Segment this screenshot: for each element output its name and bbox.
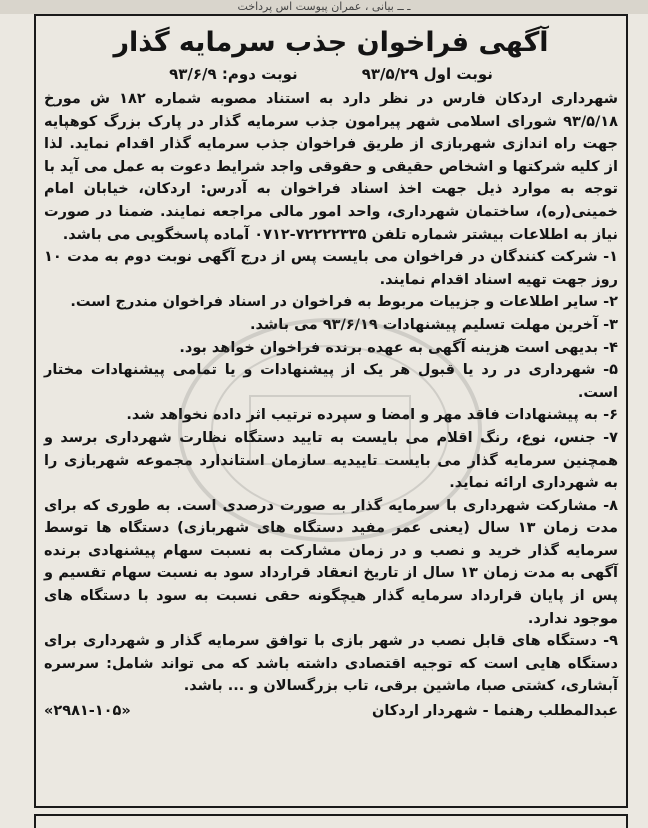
signatory: عبدالمطلب رهنما - شهردار اردکان — [371, 703, 618, 720]
publication-rounds — [44, 64, 618, 84]
list-item: ۱- شرکت کنندگان در فراخوان می بایست پس از درج آگهی نوبت دوم به مدت ۱۰ روز جهت تهیه اسناد اقدام نمایند. — [44, 249, 618, 288]
intro-paragraph: شهرداری اردکان فارس در نظر دارد به استناد مصوبه شماره ۱۸۲ ش مورخ ۹۳/۵/۱۸ شورای اسلامی شهر پیرامون جذب سرمایه گذار در پارک بزرگ کوهپایه جهت راه اندازی شهربازی از طریق فراخوان جذب سرمایه گذار اقدام نماید. لذا از کلیه شرکتها و اشخاص حقیقی و حقوقی واجد شرایط دعوت به عمل می آید با توجه به موارد ذیل جهت اخذ اسناد فراخوان به آدرس: اردکان، خیابان امام خمینی(ره)، ساختمان شهرداری، واحد امور مالی مراجعه نمایند. ضمنا در صورت نیاز به اطلاعات بیشتر شماره تلفن ۷۲۲۲۲۳۳۵-۰۷۱۲ آماده پاسخگویی می باشد. — [44, 91, 618, 243]
next-ad-border — [34, 814, 628, 828]
ad-frame — [34, 14, 628, 808]
list-item: ۸- مشارکت شهرداری با سرمایه گذار به صورت درصدی است. به طوری که برای مدت زمان ۱۳ سال (یعنی عمر مفید دستگاه های شهربازی) دستگاه ها توسط سرمایه گذار خرید و نصب و در زمان مشارکت به نسبت سهام پیشنهادی برنده آگهی به مدت زمان ۱۳ سال از تاریخ انعقاد قرارداد سود به نسبت سهام تقسیم و پس از پایان قرارداد سرمایه گذار هیچگونه حقی نسبت به سود با دستگاه های موجود ندارد. — [44, 497, 618, 627]
ad-body — [44, 88, 618, 698]
list-item: ۳- آخرین مهلت تسلیم پیشنهادات ۹۳/۶/۱۹ می باشد. — [250, 316, 618, 333]
list-item: ۲- سایر اطلاعات و جزییات مربوط به فراخوان در اسناد فراخوان مندرج است. — [70, 294, 618, 311]
ad-title: آگهی فراخوان جذب سرمایه گذار — [113, 27, 549, 58]
list-item: ۴- بدیهی است هزینه آگهی به عهده برنده فراخوان خواهد بود. — [179, 339, 618, 356]
list-item: ۷- جنس، نوع، رنگ اقلام می بایست به تایید دستگاه نظارت شهرداری برسد و همچنین سرمایه گذار می بایست تاییدیه سازمان استاندارد مجموعه شهربازی را به شهرداری ارائه نماید. — [44, 429, 618, 492]
signature-line — [44, 700, 618, 722]
list-item: ۹- دستگاه های قابل نصب در شهر بازی با توافق سرمایه گذار و شهرداری برای دستگاه هایی است که توجیه اقتصادی داشته باشد که می تواند شامل: سرسره آبشاری، کشتی صبا، ماشین برقی، تاب بزرگسالان و ... باشد. — [44, 633, 618, 695]
second-round: نوبت دوم: ۹۳/۶/۹ — [169, 65, 298, 83]
previous-ad-strip: ـ ــ بیانی ، عمران پیوست اس پرداخت — [0, 0, 648, 14]
list-item: ۶- به پیشنهادات فاقد مهر و امضا و سپرده ترتیب اثر داده نخواهد شد. — [126, 407, 618, 424]
list-item: ۵- شهرداری در رد یا قبول هر یک از پیشنهادات و یا تمامی پیشنهادات مختار است. — [44, 362, 618, 401]
ad-code: «۲۹۸۱-۱۰۵» — [44, 703, 131, 720]
first-round: نوبت اول ۹۳/۵/۲۹ — [361, 65, 493, 83]
